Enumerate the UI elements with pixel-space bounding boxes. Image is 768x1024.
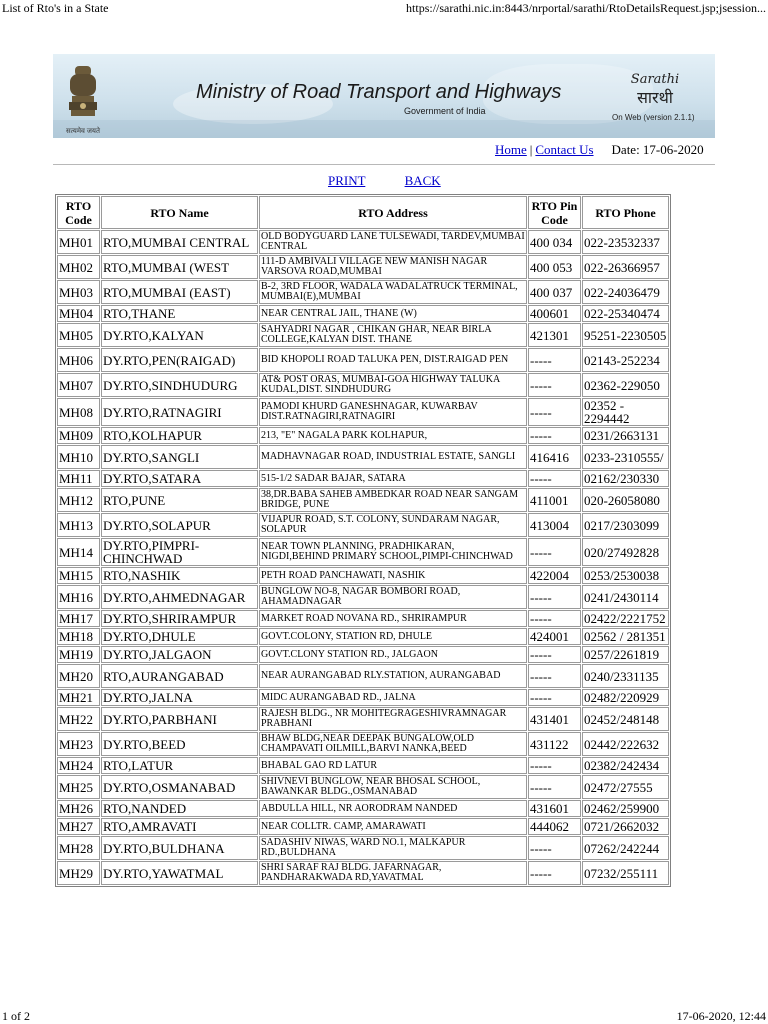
header-rto-name: RTO Name xyxy=(101,196,258,229)
rto-phone-cell: 02482/220929 xyxy=(582,689,669,706)
rto-address-cell: 213, "E" NAGALA PARK KOLHAPUR, xyxy=(259,427,527,444)
table-row xyxy=(57,488,669,512)
rto-code-cell: MH19 xyxy=(57,646,100,663)
table-row xyxy=(57,567,669,584)
print-header xyxy=(0,0,768,16)
rto-code-cell: MH06 xyxy=(57,348,100,372)
rto-pin-cell: ----- xyxy=(528,646,581,663)
rto-code-cell: MH16 xyxy=(57,585,100,609)
rto-code-cell: MH05 xyxy=(57,323,100,347)
rto-address-cell: MIDC AURANGABAD RD., JALNA xyxy=(259,689,527,706)
rto-address-cell: RAJESH BLDG., NR MOHITEGRAGESHIVRAMNAGAR PRABHANI xyxy=(259,707,527,731)
rto-phone-cell: 02442/222632 xyxy=(582,732,669,756)
rto-table-body xyxy=(57,230,669,885)
rto-name-cell: RTO,AURANGABAD xyxy=(101,664,258,688)
rto-pin-cell: ----- xyxy=(528,689,581,706)
table-row xyxy=(57,470,669,487)
table-row xyxy=(57,427,669,444)
rto-pin-cell: ----- xyxy=(528,757,581,774)
rto-code-cell: MH28 xyxy=(57,836,100,860)
rto-code-cell: MH21 xyxy=(57,689,100,706)
rto-name-cell: DY.RTO,DHULE xyxy=(101,628,258,645)
rto-name-cell: DY.RTO,OSMANABAD xyxy=(101,775,258,799)
rto-code-cell: MH04 xyxy=(57,305,100,322)
print-datetime: 17-06-2020, 12:44 xyxy=(676,1009,766,1023)
rto-phone-cell: 0241/2430114 xyxy=(582,585,669,609)
nav-separator: | xyxy=(529,142,533,157)
table-row xyxy=(57,861,669,885)
rto-phone-cell: 0233-2310555/ xyxy=(582,445,669,469)
rto-pin-cell: 400 034 xyxy=(528,230,581,254)
rto-code-cell: MH08 xyxy=(57,398,100,426)
rto-phone-cell: 02352 - 2294442 xyxy=(582,398,669,426)
rto-code-cell: MH23 xyxy=(57,732,100,756)
rto-pin-cell: ----- xyxy=(528,664,581,688)
rto-pin-cell: 431601 xyxy=(528,800,581,817)
table-row xyxy=(57,775,669,799)
rto-name-cell: DY.RTO,BULDHANA xyxy=(101,836,258,860)
rto-code-cell: MH14 xyxy=(57,538,100,566)
rto-code-cell: MH26 xyxy=(57,800,100,817)
print-page-url: https://sarathi.nic.in:8443/nrportal/sarathi/RtoDetailsRequest.jsp;jsession... xyxy=(406,1,766,15)
rto-phone-cell: 0253/2530038 xyxy=(582,567,669,584)
action-links xyxy=(328,173,441,189)
table-row xyxy=(57,280,669,304)
rto-address-cell: SHRI SARAF RAJ BLDG. JAFARNAGAR, PANDHARAKWADA RD,YAVATMAL xyxy=(259,861,527,885)
page-number: 1 of 2 xyxy=(2,1009,30,1023)
rto-name-cell: RTO,MUMBAI (WEST xyxy=(101,255,258,279)
rto-name-cell: RTO,LATUR xyxy=(101,757,258,774)
rto-pin-cell: ----- xyxy=(528,836,581,860)
rto-phone-cell: 0231/2663131 xyxy=(582,427,669,444)
header-rto-address: RTO Address xyxy=(259,196,527,229)
rto-name-cell: DY.RTO,JALNA xyxy=(101,689,258,706)
rto-code-cell: MH12 xyxy=(57,488,100,512)
rto-phone-cell: 020/27492828 xyxy=(582,538,669,566)
sarathi-logo-hi: सारथी xyxy=(637,88,673,107)
rto-pin-cell: 431401 xyxy=(528,707,581,731)
rto-address-cell: GOVT.CLONY STATION RD., JALGAON xyxy=(259,646,527,663)
rto-address-cell: OLD BODYGUARD LANE TULSEWADI, TARDEV,MUMBAI CENTRAL xyxy=(259,230,527,254)
sarathi-logo-en: Sarathi xyxy=(630,72,680,87)
rto-phone-cell: 0257/2261819 xyxy=(582,646,669,663)
rto-phone-cell: 0240/2331135 xyxy=(582,664,669,688)
rto-address-cell: VIJAPUR ROAD, S.T. COLONY, SUNDARAM NAGAR, SOLAPUR xyxy=(259,513,527,537)
rto-address-cell: NEAR TOWN PLANNING, PRADHIKARAN, NIGDI,BEHIND PRIMARY SCHOOL,PIMPI-CHINCHWAD xyxy=(259,538,527,566)
rto-code-cell: MH10 xyxy=(57,445,100,469)
rto-address-cell: BHAW BLDG,NEAR DEEPAK BUNGALOW,OLD CHAMPAVATI OILMILL,BARVI NANKA,BEED xyxy=(259,732,527,756)
rto-phone-cell: 02462/259900 xyxy=(582,800,669,817)
rto-pin-cell: 400 053 xyxy=(528,255,581,279)
rto-pin-cell: 400601 xyxy=(528,305,581,322)
sarathi-logo xyxy=(629,72,681,114)
rto-name-cell: DY.RTO,SINDHUDURG xyxy=(101,373,258,397)
rto-code-cell: MH25 xyxy=(57,775,100,799)
print-page-title: List of Rto's in a State xyxy=(2,1,109,15)
rto-name-cell: DY.RTO,PARBHANI xyxy=(101,707,258,731)
rto-pin-cell: 422004 xyxy=(528,567,581,584)
rto-code-cell: MH03 xyxy=(57,280,100,304)
rto-address-cell: 515-1/2 SADAR BAJAR, SATARA xyxy=(259,470,527,487)
rto-phone-cell: 95251-2230505 xyxy=(582,323,669,347)
rto-code-cell: MH13 xyxy=(57,513,100,537)
rto-name-cell: DY.RTO,YAWATMAL xyxy=(101,861,258,885)
emblem-caption: सत्यमेव जयते xyxy=(66,127,100,135)
rto-phone-cell: 02422/2221752 xyxy=(582,610,669,627)
rto-name-cell: DY.RTO,AHMEDNAGAR xyxy=(101,585,258,609)
rto-pin-cell: 421301 xyxy=(528,323,581,347)
rto-address-cell: SAHYADRI NAGAR , CHIKAN GHAR, NEAR BIRLA COLLEGE,KALYAN DIST. THANE xyxy=(259,323,527,347)
table-row xyxy=(57,628,669,645)
table-row xyxy=(57,732,669,756)
table-header-row xyxy=(57,196,669,229)
print-link[interactable]: PRINT xyxy=(328,173,366,188)
rto-address-cell: AT& POST ORAS, MUMBAI-GOA HIGHWAY TALUKA KUDAL,DIST. SINDHUDURG xyxy=(259,373,527,397)
rto-name-cell: DY.RTO,SOLAPUR xyxy=(101,513,258,537)
table-row xyxy=(57,230,669,254)
rto-pin-cell: 413004 xyxy=(528,513,581,537)
government-subtitle: Government of India xyxy=(404,106,486,116)
table-row xyxy=(57,538,669,566)
rto-address-cell: MADHAVNAGAR ROAD, INDUSTRIAL ESTATE, SANGLI xyxy=(259,445,527,469)
rto-address-cell: BHABAL GAO RD LATUR xyxy=(259,757,527,774)
rto-code-cell: MH18 xyxy=(57,628,100,645)
rto-phone-cell: 022-23532337 xyxy=(582,230,669,254)
rto-code-cell: MH24 xyxy=(57,757,100,774)
rto-name-cell: RTO,MUMBAI (EAST) xyxy=(101,280,258,304)
rto-pin-cell: 431122 xyxy=(528,732,581,756)
divider xyxy=(53,164,715,165)
rto-code-cell: MH29 xyxy=(57,861,100,885)
rto-pin-cell: ----- xyxy=(528,610,581,627)
rto-address-cell: PETH ROAD PANCHAWATI, NASHIK xyxy=(259,567,527,584)
rto-phone-cell: 02162/230330 xyxy=(582,470,669,487)
rto-code-cell: MH07 xyxy=(57,373,100,397)
rto-address-cell: NEAR COLLTR. CAMP, AMARAWATI xyxy=(259,818,527,835)
banner-bg-shape xyxy=(53,120,715,138)
rto-pin-cell: ----- xyxy=(528,427,581,444)
rto-name-cell: DY.RTO,SHRIRAMPUR xyxy=(101,610,258,627)
rto-pin-cell: ----- xyxy=(528,348,581,372)
rto-address-cell: 38,DR.BABA SAHEB AMBEDKAR ROAD NEAR SANGAM BRIDGE, PUNE xyxy=(259,488,527,512)
table-row xyxy=(57,757,669,774)
rto-name-cell: DY.RTO,PIMPRI-CHINCHWAD xyxy=(101,538,258,566)
rto-phone-cell: 022-25340474 xyxy=(582,305,669,322)
table-row xyxy=(57,836,669,860)
rto-name-cell: DY.RTO,KALYAN xyxy=(101,323,258,347)
rto-address-cell: BUNGLOW NO-8, NAGAR BOMBORI ROAD, AHAMADNAGAR xyxy=(259,585,527,609)
rto-code-cell: MH09 xyxy=(57,427,100,444)
table-row xyxy=(57,707,669,731)
rto-code-cell: MH22 xyxy=(57,707,100,731)
rto-name-cell: RTO,AMRAVATI xyxy=(101,818,258,835)
home-link[interactable]: Home xyxy=(495,142,527,157)
rto-name-cell: RTO,MUMBAI CENTRAL xyxy=(101,230,258,254)
header-rto-code: RTO Code xyxy=(57,196,100,229)
rto-pin-cell: 424001 xyxy=(528,628,581,645)
rto-pin-cell: ----- xyxy=(528,398,581,426)
version-text: On Web (version 2.1.1) xyxy=(612,113,695,122)
header-rto-pin: RTO Pin Code xyxy=(528,196,581,229)
rto-phone-cell: 022-24036479 xyxy=(582,280,669,304)
rto-phone-cell: 02362-229050 xyxy=(582,373,669,397)
rto-pin-cell: 416416 xyxy=(528,445,581,469)
rto-address-cell: ABDULLA HILL, NR AORODRAM NANDED xyxy=(259,800,527,817)
rto-phone-cell: 07232/255111 xyxy=(582,861,669,885)
rto-pin-cell: ----- xyxy=(528,538,581,566)
table-row xyxy=(57,323,669,347)
rto-pin-cell: 400 037 xyxy=(528,280,581,304)
rto-phone-cell: 022-26366957 xyxy=(582,255,669,279)
rto-phone-cell: 02452/248148 xyxy=(582,707,669,731)
rto-phone-cell: 02382/242434 xyxy=(582,757,669,774)
rto-phone-cell: 0217/2303099 xyxy=(582,513,669,537)
rto-table xyxy=(55,194,671,887)
rto-name-cell: DY.RTO,JALGAON xyxy=(101,646,258,663)
rto-pin-cell: ----- xyxy=(528,775,581,799)
rto-name-cell: RTO,PUNE xyxy=(101,488,258,512)
rto-name-cell: DY.RTO,PEN(RAIGAD) xyxy=(101,348,258,372)
table-row xyxy=(57,445,669,469)
table-row xyxy=(57,513,669,537)
rto-address-cell: SADASHIV NIWAS, WARD NO.1, MALKAPUR RD.,BULDHANA xyxy=(259,836,527,860)
rto-name-cell: DY.RTO,SATARA xyxy=(101,470,258,487)
table-row xyxy=(57,664,669,688)
rto-code-cell: MH17 xyxy=(57,610,100,627)
current-date: Date: 17-06-2020 xyxy=(611,142,704,157)
rto-address-cell: NEAR CENTRAL JAIL, THANE (W) xyxy=(259,305,527,322)
rto-name-cell: RTO,NANDED xyxy=(101,800,258,817)
site-banner xyxy=(53,54,715,138)
table-row xyxy=(57,610,669,627)
table-row xyxy=(57,585,669,609)
table-row xyxy=(57,398,669,426)
rto-phone-cell: 02562 / 281351 xyxy=(582,628,669,645)
rto-name-cell: RTO,KOLHAPUR xyxy=(101,427,258,444)
rto-code-cell: MH27 xyxy=(57,818,100,835)
rto-address-cell: MARKET ROAD NOVANA RD., SHRIRAMPUR xyxy=(259,610,527,627)
rto-code-cell: MH11 xyxy=(57,470,100,487)
rto-pin-cell: ----- xyxy=(528,373,581,397)
table-row xyxy=(57,818,669,835)
rto-phone-cell: 02143-252234 xyxy=(582,348,669,372)
rto-code-cell: MH02 xyxy=(57,255,100,279)
table-row xyxy=(57,348,669,372)
header-rto-phone: RTO Phone xyxy=(582,196,669,229)
rto-pin-cell: 444062 xyxy=(528,818,581,835)
rto-address-cell: 111-D AMBIVALI VILLAGE NEW MANISH NAGAR VARSOVA ROAD,MUMBAI xyxy=(259,255,527,279)
table-row xyxy=(57,373,669,397)
table-row xyxy=(57,646,669,663)
rto-phone-cell: 07262/242244 xyxy=(582,836,669,860)
rto-name-cell: DY.RTO,RATNAGIRI xyxy=(101,398,258,426)
rto-address-cell: SHIVNEVI BUNGLOW, NEAR BHOSAL SCHOOL, BAWANKAR BLDG.,OSMANABAD xyxy=(259,775,527,799)
back-link[interactable]: BACK xyxy=(404,173,441,188)
rto-name-cell: DY.RTO,SANGLI xyxy=(101,445,258,469)
state-emblem-icon xyxy=(61,62,105,136)
rto-address-cell: BID KHOPOLI ROAD TALUKA PEN, DIST.RAIGAD PEN xyxy=(259,348,527,372)
rto-address-cell: NEAR AURANGABAD RLY.STATION, AURANGABAD xyxy=(259,664,527,688)
table-row xyxy=(57,689,669,706)
rto-name-cell: RTO,THANE xyxy=(101,305,258,322)
rto-code-cell: MH15 xyxy=(57,567,100,584)
rto-name-cell: DY.RTO,BEED xyxy=(101,732,258,756)
rto-code-cell: MH01 xyxy=(57,230,100,254)
rto-phone-cell: 020-26058080 xyxy=(582,488,669,512)
rto-pin-cell: 411001 xyxy=(528,488,581,512)
table-row xyxy=(57,255,669,279)
rto-phone-cell: 0721/2662032 xyxy=(582,818,669,835)
table-row xyxy=(57,305,669,322)
table-row xyxy=(57,800,669,817)
contact-us-link[interactable]: Contact Us xyxy=(535,142,594,157)
rto-pin-cell: ----- xyxy=(528,585,581,609)
rto-address-cell: GOVT.COLONY, STATION RD, DHULE xyxy=(259,628,527,645)
rto-pin-cell: ----- xyxy=(528,861,581,885)
rto-address-cell: B-2, 3RD FLOOR, WADALA WADALATRUCK TERMINAL, MUMBAI(E),MUMBAI xyxy=(259,280,527,304)
rto-pin-cell: ----- xyxy=(528,470,581,487)
rto-code-cell: MH20 xyxy=(57,664,100,688)
top-nav xyxy=(495,142,704,158)
print-footer xyxy=(0,1008,768,1024)
rto-phone-cell: 02472/27555 xyxy=(582,775,669,799)
ministry-title: Ministry of Road Transport and Highways xyxy=(196,81,562,103)
rto-name-cell: RTO,NASHIK xyxy=(101,567,258,584)
rto-address-cell: PAMODI KHURD GANESHNAGAR, KUWARBAV DIST.RATNAGIRI,RATNAGIRI xyxy=(259,398,527,426)
